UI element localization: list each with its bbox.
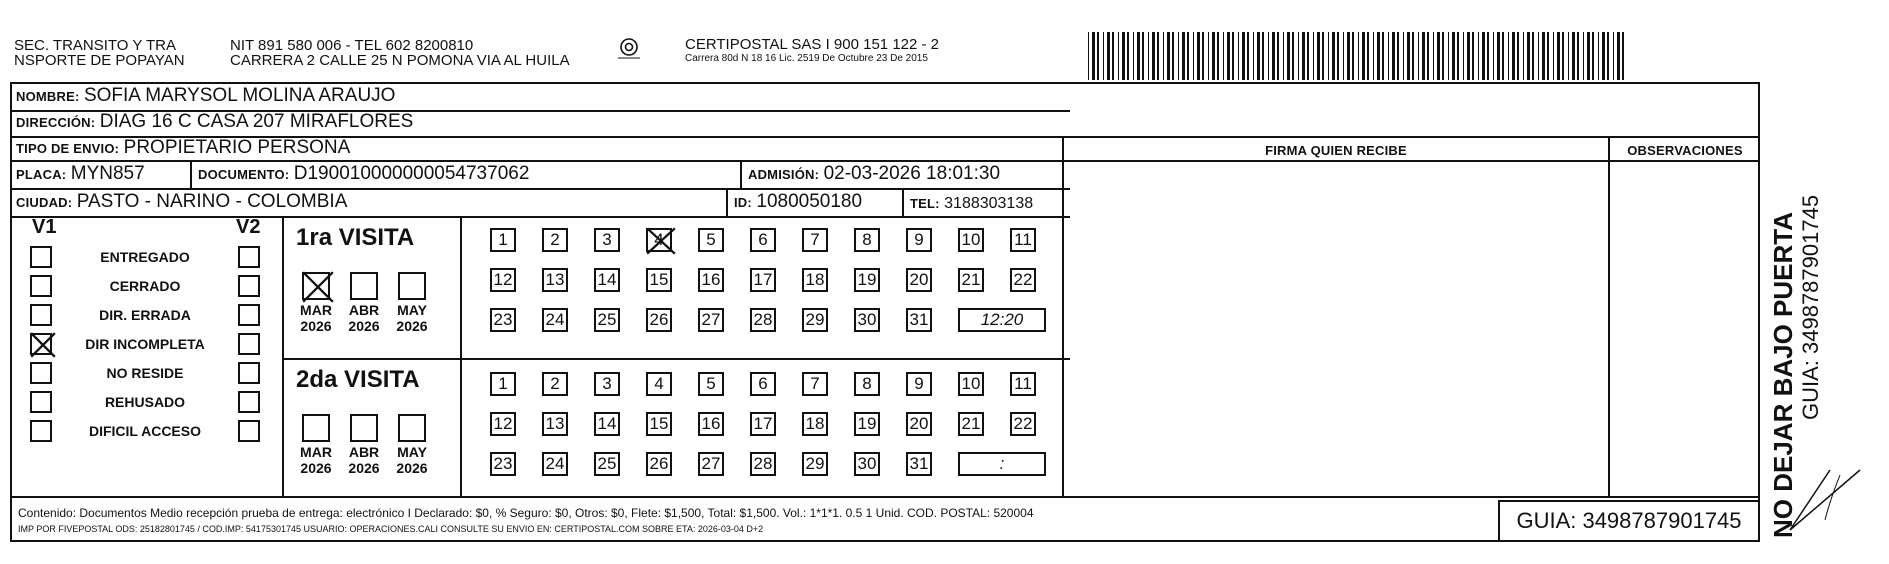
check-x-icon	[30, 331, 56, 359]
barcode-bar	[1347, 32, 1350, 80]
barcode-bar	[1512, 32, 1515, 80]
v1-checkbox[interactable]	[30, 362, 52, 384]
sender-line-1: SEC. TRANSITO Y TRA	[14, 37, 176, 54]
month-year: 2026	[300, 460, 332, 476]
sender-line-2: NSPORTE DE POPAYAN	[14, 52, 185, 69]
month-label	[344, 444, 384, 476]
day-box[interactable]: 29	[802, 452, 828, 476]
barcode-bar	[1208, 32, 1209, 80]
barcode-bar	[1247, 32, 1249, 80]
day-box[interactable]: 14	[594, 412, 620, 436]
barcode-bar	[1557, 32, 1560, 80]
barcode-bar	[1137, 32, 1140, 80]
day-box[interactable]: 11	[1010, 372, 1036, 396]
col-divider	[726, 188, 728, 216]
direccion-value: DIAG 16 C CASA 207 MIRAFLORES	[99, 111, 414, 132]
v1-checkbox[interactable]	[30, 275, 52, 297]
barcode-bar	[1118, 32, 1119, 80]
signature-area[interactable]	[1064, 162, 1608, 496]
day-box[interactable]: 25	[594, 452, 620, 476]
status-label: DIR. ERRADA	[99, 307, 191, 323]
day-box[interactable]: 30	[854, 308, 880, 332]
row-divider	[10, 496, 1760, 498]
month-name: MAR	[300, 444, 332, 460]
barcode-bar	[1572, 32, 1575, 80]
barcode-bar	[1302, 32, 1305, 80]
day-box[interactable]: 9	[906, 372, 932, 396]
certipostal-line-1: CERTIPOSTAL SAS I 900 151 122 - 2	[685, 36, 940, 53]
barcode-bar	[1142, 32, 1144, 80]
month-year: 2026	[396, 318, 428, 334]
barcode-bar	[1493, 32, 1494, 80]
day-box[interactable]: 15	[646, 268, 672, 292]
barcode-bar	[1232, 32, 1234, 80]
month-label	[296, 444, 336, 476]
month-checkbox[interactable]	[398, 272, 426, 300]
observaciones-area[interactable]	[1610, 162, 1760, 496]
barcode-bar	[1508, 32, 1509, 80]
day-box[interactable]: 23	[490, 452, 516, 476]
day-box[interactable]: 3	[594, 228, 620, 252]
day-box[interactable]: 17	[750, 268, 776, 292]
day-box[interactable]: 11	[1010, 228, 1036, 252]
col-divider	[190, 160, 192, 188]
no-dejar-bajo-puerta: NO DEJAR BAJO PUERTA	[1768, 211, 1798, 538]
barcode-bar	[1187, 32, 1189, 80]
day-box[interactable]: 13	[542, 412, 568, 436]
barcode-bar	[1433, 32, 1434, 80]
v2-checkbox[interactable]	[238, 333, 260, 355]
barcode-bar	[1388, 32, 1389, 80]
barcode-bar	[1502, 32, 1504, 80]
barcode-bar	[1607, 32, 1609, 80]
nit-line-1: NIT 891 580 006 - TEL 602 8200810	[230, 37, 474, 54]
day-box[interactable]: 27	[698, 308, 724, 332]
id-value: 1080050180	[756, 191, 863, 212]
barcode-bar	[1583, 32, 1584, 80]
month-checkbox[interactable]	[350, 414, 378, 442]
barcode-bar	[1112, 32, 1114, 80]
barcode-bar	[1148, 32, 1149, 80]
day-box[interactable]: 22	[1010, 412, 1036, 436]
day-box[interactable]: 25	[594, 308, 620, 332]
barcode-bar	[1577, 32, 1579, 80]
col-divider	[902, 188, 904, 216]
day-box[interactable]: 13	[542, 268, 568, 292]
barcode-bar	[1422, 32, 1425, 80]
day-box[interactable]: 30	[854, 452, 880, 476]
barcode-bar	[1617, 32, 1620, 80]
barcode-bar	[1602, 32, 1605, 80]
barcode-bar	[1467, 32, 1470, 80]
day-box[interactable]: 4	[646, 228, 672, 252]
v1-label: V1	[32, 216, 57, 238]
barcode-bar	[1313, 32, 1314, 80]
barcode-bar	[1457, 32, 1459, 80]
barcode-bar	[1287, 32, 1290, 80]
barcode-bar	[1332, 32, 1335, 80]
v1-checkbox[interactable]	[30, 333, 52, 355]
barcode-bar	[1212, 32, 1215, 80]
barcode-bar	[1367, 32, 1369, 80]
documento-label: DOCUMENTO:	[198, 167, 290, 182]
barcode-bar	[1448, 32, 1449, 80]
barcode-bar	[1377, 32, 1380, 80]
ciudad-value: PASTO - NARINO - COLOMBIA	[76, 191, 348, 212]
barcode-bar	[1298, 32, 1299, 80]
row-divider	[10, 216, 1070, 218]
day-box[interactable]: 7	[802, 372, 828, 396]
day-box[interactable]: 3	[594, 372, 620, 396]
day-box[interactable]: 8	[854, 372, 880, 396]
direccion-label: DIRECCIÓN:	[16, 115, 96, 130]
day-box[interactable]: 21	[958, 268, 984, 292]
month-label	[344, 302, 384, 334]
visit2-title: 2da VISITA	[296, 366, 420, 393]
barcode-bar	[1178, 32, 1179, 80]
status-label: DIFICIL ACCESO	[88, 423, 201, 439]
nombre-row	[16, 86, 395, 107]
day-box[interactable]: 17	[750, 412, 776, 436]
day-box[interactable]: 4	[646, 372, 672, 396]
ciudad-label: CIUDAD:	[16, 195, 73, 210]
time-box[interactable]: 12:20	[958, 308, 1046, 332]
v1-checkbox[interactable]	[30, 304, 52, 326]
day-box[interactable]: 27	[698, 452, 724, 476]
day-box[interactable]: 10	[958, 228, 984, 252]
day-box[interactable]: 19	[854, 268, 880, 292]
day-box[interactable]: 5	[698, 372, 724, 396]
footer-line-1: Contenido: Documentos Medio recepción prueba de entrega: electrónico I Declarado: $0, % Seguro: $0, Otros: $0, Flete: $1,500, Total: $1,500. Vol.: 1*1*1. 0.5 1 Unid. COD. POSTAL: 520004	[18, 506, 1034, 520]
barcode-bar	[1358, 32, 1359, 80]
v1-checkbox[interactable]	[30, 246, 52, 268]
firma-header: FIRMA QUIEN RECIBE	[1265, 143, 1407, 158]
barcode-bar	[1373, 32, 1374, 80]
day-box[interactable]: 10	[958, 372, 984, 396]
barcode-bar	[1193, 32, 1194, 80]
guia-vertical: GUIA: 3498787901745	[1798, 194, 1823, 420]
barcode-bar	[1217, 32, 1219, 80]
observaciones-header: OBSERVACIONES	[1627, 143, 1743, 158]
admision-field	[748, 164, 1000, 185]
barcode-bar	[1622, 32, 1624, 80]
day-box[interactable]: 7	[802, 228, 828, 252]
barcode-bar	[1352, 32, 1354, 80]
v2-label: V2	[236, 216, 261, 238]
barcode-bar	[1392, 32, 1395, 80]
id-field	[734, 192, 862, 213]
barcode-bar	[1427, 32, 1429, 80]
visit-divider	[282, 358, 1070, 360]
barcode-bar	[1172, 32, 1174, 80]
check-x-icon	[302, 270, 334, 304]
tipo-envio-value: PROPIETARIO PERSONA	[123, 137, 351, 158]
barcode-bar	[1322, 32, 1324, 80]
month-checkbox[interactable]	[350, 272, 378, 300]
guia-footer: GUIA: 3498787901745	[1498, 500, 1760, 542]
barcode-bar	[1463, 32, 1464, 80]
month-checkbox[interactable]	[302, 414, 330, 442]
barcode-bar	[1122, 32, 1125, 80]
tipo-envio-row	[16, 138, 350, 159]
month-year: 2026	[396, 460, 428, 476]
direccion-row	[16, 112, 413, 133]
barcode-bar	[1497, 32, 1500, 80]
ciudad-field	[16, 192, 347, 213]
month-name: ABR	[348, 302, 380, 318]
barcode-bar	[1097, 32, 1099, 80]
barcode-bar	[1587, 32, 1590, 80]
day-box[interactable]: 23	[490, 308, 516, 332]
day-box[interactable]: 2	[542, 372, 568, 396]
barcode-bar	[1238, 32, 1239, 80]
day-box[interactable]: 8	[854, 228, 880, 252]
barcode-bar	[1362, 32, 1365, 80]
month-checkbox[interactable]	[302, 272, 330, 300]
day-box[interactable]: 6	[750, 228, 776, 252]
nombre-label: NOMBRE:	[16, 89, 80, 104]
barcode-bar	[1283, 32, 1284, 80]
barcode-bar	[1227, 32, 1230, 80]
barcode-bar	[1167, 32, 1170, 80]
day-box[interactable]: 31	[906, 308, 932, 332]
barcode-bar	[1272, 32, 1275, 80]
col-divider	[282, 216, 284, 496]
day-box[interactable]: 9	[906, 228, 932, 252]
barcode-bar	[1277, 32, 1279, 80]
day-box[interactable]: 20	[906, 412, 932, 436]
v2-checkbox[interactable]	[238, 275, 260, 297]
barcode-bar	[1133, 32, 1134, 80]
barcode-bar	[1482, 32, 1485, 80]
v2-checkbox[interactable]	[238, 362, 260, 384]
barcode-bar	[1532, 32, 1534, 80]
barcode-bar	[1307, 32, 1309, 80]
barcode-bar	[1442, 32, 1444, 80]
day-box[interactable]: 6	[750, 372, 776, 396]
day-box[interactable]: 18	[802, 412, 828, 436]
barcode-bar	[1397, 32, 1399, 80]
barcode-bar	[1292, 32, 1294, 80]
day-box[interactable]: 26	[646, 452, 672, 476]
barcode-bar	[1202, 32, 1204, 80]
barcode-bar	[1103, 32, 1104, 80]
v2-checkbox[interactable]	[238, 420, 260, 442]
barcode-bar	[1478, 32, 1479, 80]
day-box[interactable]: 19	[854, 412, 880, 436]
barcode-bar	[1092, 32, 1095, 80]
barcode-bar	[1088, 32, 1089, 80]
barcode-bar	[1407, 32, 1410, 80]
day-box[interactable]: 31	[906, 452, 932, 476]
v1-checkbox[interactable]	[30, 420, 52, 442]
month-year: 2026	[348, 460, 380, 476]
barcode-bar	[1127, 32, 1129, 80]
day-box[interactable]: 28	[750, 452, 776, 476]
barcode-bar	[1517, 32, 1519, 80]
tel-field	[910, 194, 1033, 214]
day-box[interactable]: 22	[1010, 268, 1036, 292]
day-box[interactable]: 12	[490, 412, 516, 436]
barcode-bar	[1523, 32, 1524, 80]
day-box[interactable]: 16	[698, 412, 724, 436]
day-box[interactable]: 18	[802, 268, 828, 292]
barcode-bar	[1472, 32, 1474, 80]
barcode-bar	[1418, 32, 1419, 80]
certipostal-block	[685, 38, 939, 66]
day-box[interactable]: 16	[698, 268, 724, 292]
barcode-bar	[1547, 32, 1549, 80]
day-box[interactable]: 29	[802, 308, 828, 332]
placa-value: MYN857	[70, 163, 145, 184]
nit-block	[230, 38, 570, 68]
month-name: MAR	[300, 302, 332, 318]
barcode-bar	[1262, 32, 1264, 80]
certipostal-line-2: Carrera 80d N 18 16 Lic. 2519 De Octubre 23 De 2015	[685, 53, 928, 64]
tel-value: 3188303138	[944, 195, 1034, 212]
day-box[interactable]: 24	[542, 452, 568, 476]
day-box[interactable]: 21	[958, 412, 984, 436]
barcode-bar	[1328, 32, 1329, 80]
month-year: 2026	[348, 318, 380, 334]
placa-field	[16, 164, 145, 185]
admision-value: 02-03-2026 18:01:30	[823, 163, 1001, 184]
barcode-bar	[1538, 32, 1539, 80]
barcode-bar	[1182, 32, 1185, 80]
barcode-bar	[1163, 32, 1164, 80]
barcode-bar	[1242, 32, 1245, 80]
month-label	[392, 302, 432, 334]
barcode-bar	[1223, 32, 1224, 80]
nombre-value: SOFIA MARYSOL MOLINA ARAUJO	[83, 85, 396, 106]
documento-value: D190010000000054737062	[293, 163, 530, 184]
barcode-bar	[1343, 32, 1344, 80]
barcode-bar	[1553, 32, 1554, 80]
day-box[interactable]: 2	[542, 228, 568, 252]
barcode-bar	[1107, 32, 1110, 80]
month-name: ABR	[348, 444, 380, 460]
month-checkbox[interactable]	[398, 414, 426, 442]
month-year: 2026	[300, 318, 332, 334]
col-divider	[460, 216, 462, 496]
certipostal-logo-icon	[614, 38, 644, 60]
day-box[interactable]: 15	[646, 412, 672, 436]
sender-block	[14, 38, 185, 68]
status-label: ENTREGADO	[100, 249, 190, 265]
day-box[interactable]: 26	[646, 308, 672, 332]
barcode-bar	[1592, 32, 1594, 80]
barcode-bar	[1403, 32, 1404, 80]
barcode-bar	[1268, 32, 1269, 80]
day-box[interactable]: 5	[698, 228, 724, 252]
barcode-bar	[1382, 32, 1384, 80]
barcode-bar	[1542, 32, 1545, 80]
barcode-bar	[1527, 32, 1530, 80]
check-x-icon	[646, 226, 676, 256]
tel-label: TEL:	[910, 196, 940, 211]
visit1-title: 1ra VISITA	[296, 224, 415, 251]
status-label: REHUSADO	[104, 394, 186, 410]
barcode-bar	[1157, 32, 1159, 80]
barcode-bar	[1152, 32, 1155, 80]
barcode-image	[1088, 32, 1628, 80]
month-name: MAY	[397, 444, 427, 460]
barcode-bar	[1598, 32, 1599, 80]
day-box[interactable]: 24	[542, 308, 568, 332]
col-divider	[740, 160, 742, 188]
nit-line-2: CARRERA 2 CALLE 25 N POMONA VIA AL HUILA	[230, 52, 570, 69]
barcode-bar	[1487, 32, 1489, 80]
placa-label: PLACA:	[16, 167, 67, 182]
status-label: NO RESIDE	[106, 365, 184, 381]
tipo-envio-label: TIPO DE ENVIO:	[16, 141, 120, 156]
folded-corner-icon	[1770, 460, 1870, 540]
day-box[interactable]: 1	[490, 228, 516, 252]
barcode-bar	[1452, 32, 1455, 80]
month-name: MAY	[397, 302, 427, 318]
v2-checkbox[interactable]	[238, 246, 260, 268]
barcode-bar	[1317, 32, 1320, 80]
day-box[interactable]: 14	[594, 268, 620, 292]
v2-checkbox[interactable]	[238, 304, 260, 326]
barcode-bar	[1337, 32, 1339, 80]
row-divider	[10, 188, 1070, 190]
v2-checkbox[interactable]	[238, 391, 260, 413]
barcode-bar	[1437, 32, 1440, 80]
admision-label: ADMISIÓN:	[748, 167, 820, 182]
id-label: ID:	[734, 195, 752, 210]
barcode-bar	[1197, 32, 1200, 80]
time-box[interactable]: :	[958, 452, 1046, 476]
day-box[interactable]: 1	[490, 372, 516, 396]
status-label: DIR INCOMPLETA	[85, 336, 205, 352]
day-box[interactable]: 20	[906, 268, 932, 292]
barcode-bar	[1568, 32, 1569, 80]
barcode-bar	[1257, 32, 1260, 80]
v1-checkbox[interactable]	[30, 391, 52, 413]
barcode-bar	[1613, 32, 1614, 80]
day-box[interactable]: 28	[750, 308, 776, 332]
month-label	[296, 302, 336, 334]
day-box[interactable]: 12	[490, 268, 516, 292]
footer-line-2: IMP POR FIVEPOSTAL ODS: 25182801745 / COD.IMP: 54175301745 USUARIO: OPERACIONES.CALI CONSULTE SU ENVIO EN: CERTIPOSTAL.COM SOBRE ETA: 2026-03-04 D+2	[18, 524, 764, 534]
month-label	[392, 444, 432, 476]
barcode-bar	[1412, 32, 1414, 80]
status-label: CERRADO	[109, 278, 181, 294]
barcode-bar	[1253, 32, 1254, 80]
documento-field	[198, 164, 529, 185]
barcode-bar	[1562, 32, 1564, 80]
